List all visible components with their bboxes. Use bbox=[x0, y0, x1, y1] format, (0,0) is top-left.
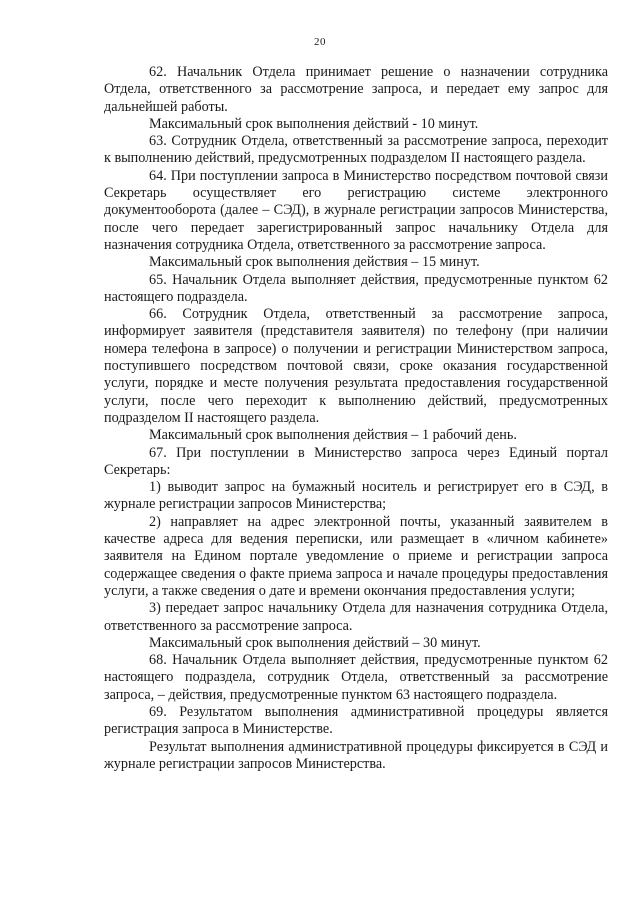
list-item-67-2: 2) направляет на адрес электронной почты, указанный заявителем в качестве адреса для ведения переписки, или размещает в «личном кабинете» заявителя на Едином портале уведомление о приеме и регистрации запроса содержащее сведения о факте приема запроса и начале процедуры предоставления услуги, а также сведения о дате и времени окончания предоставления услуги; bbox=[104, 513, 608, 599]
page-number: 20 bbox=[314, 36, 326, 48]
paragraph-65: 65. Начальник Отдела выполняет действия, предусмотренные пунктом 62 настоящего подраздела. bbox=[104, 271, 608, 305]
paragraph-66: 66. Сотрудник Отдела, ответственный за рассмотрение запроса, информирует заявителя (представителя заявителя) по телефону (при наличии номера телефона в запросе) о получении и регистрации Министерством запроса, поступившего посредством почтовой связи, сроке оказания государственной услуги, порядке и месте получения результата предоставления государственной услуги, после чего переходит к выполнению действий, предусмотренных подразделом II настоящего раздела. bbox=[104, 306, 608, 426]
paragraph-62: 62. Начальник Отдела принимает решение о назначении сотрудника Отдела, ответственного за рассмотрение запроса, и передает ему запрос для дальнейшей работы. bbox=[104, 64, 608, 115]
document-body bbox=[104, 64, 608, 773]
paragraph-67: 67. При поступлении в Министерство запроса через Единый портал Секретарь: bbox=[104, 444, 608, 478]
paragraph-69: 69. Результатом выполнения административной процедуры является регистрация запроса в Министерстве. bbox=[104, 703, 608, 738]
paragraph-deadline-10-min: Максимальный срок выполнения действий - 10 минут. bbox=[149, 115, 479, 132]
paragraph-deadline-15-min: Максимальный срок выполнения действия – 15 минут. bbox=[149, 254, 480, 271]
paragraph-deadline-1-day: Максимальный срок выполнения действия – 1 рабочий день. bbox=[149, 427, 517, 444]
list-item-67-1: 1) выводит запрос на бумажный носитель и регистрирует его в СЭД, в журнале регистрации запросов Министерства; bbox=[104, 479, 608, 513]
paragraph-64: 64. При поступлении запроса в Министерство посредством почтовой связи Секретарь осуществляет его регистрацию системе электронного документооборота (далее – СЭД), в журнале регистрации запросов Министерства, после чего передает зарегистрированный запрос начальнику Отдела для назначения сотрудника Отдела, ответственного за рассмотрение запроса. bbox=[104, 167, 608, 253]
paragraph-63: 63. Сотрудник Отдела, ответственный за рассмотрение запроса, переходит к выполнению действий, предусмотренных подразделом II настоящего раздела. bbox=[104, 133, 608, 167]
paragraph-68: 68. Начальник Отдела выполняет действия, предусмотренные пунктом 62 настоящего подраздела, сотрудник Отдела, ответственный за рассмотрение запроса, – действия, предусмотренные пунктом 63 настоящего подраздела. bbox=[104, 652, 608, 703]
paragraph-deadline-30-min: Максимальный срок выполнения действий – 30 минут. bbox=[149, 634, 481, 651]
paragraph-result-recording: Результат выполнения административной процедуры фиксируется в СЭД и журнале регистрации запросов Министерства. bbox=[104, 738, 608, 772]
list-item-67-3: 3) передает запрос начальнику Отдела для назначения сотрудника Отдела, ответственного за рассмотрение запроса. bbox=[104, 600, 608, 634]
